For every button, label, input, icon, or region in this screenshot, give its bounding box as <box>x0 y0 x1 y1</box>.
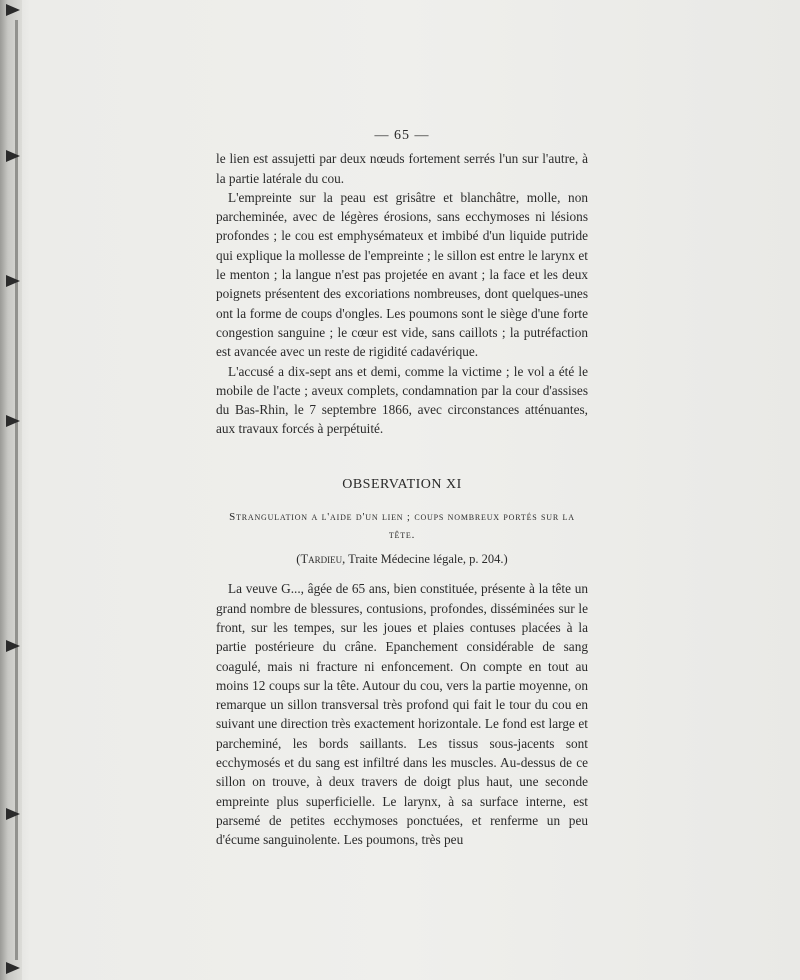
paragraph: L'accusé a dix-sept ans et demi, comme la victime ; le vol a été le mobile de l'acte ; aveux complets, condamnation par la cour d'assises du Bas-Rhin, le 7 septembre 1866, avec circonstances atténuantes, aux travaux forcés à perpétuité. <box>216 363 588 437</box>
paragraph: La veuve G..., âgée de 65 ans, bien constituée, présente à la tête un grand nombre de blessures, contusions, profondes, disséminées sur le front, sur les tempes, sur les joues et plaies contuses placées à la partie postérieure du crâne. Epanchement considérable de sang coagulé, mais ni fracture ni enfoncement. On compte en tout au moins 12 coups sur la tête. Autour du cou, vers la partie moyenne, on remarque un sillon transversal très profond qui fait le tour du cou en suivant une direction très exactement horizontale. Le fond est large et parcheminé, les bords saillants. Les tissus sous-jacents sont ecchymosés et du sang est infiltré dans les muscles. Au-dessus de ce sillon on trouve, à deux travers de doigt plus haut, une seconde empreinte plus superficielle. Le larynx, à sa surface interne, est parsemé de petites ecchymoses ponctuées, et renferme un peu d'écume sanguinolente. Les poumons, très peu <box>216 581 588 848</box>
reference-open: ( <box>296 552 301 567</box>
observation-title: OBSERVATION XI <box>342 476 462 492</box>
reference-line <box>216 550 588 569</box>
reference-rest: , Traite Médecine légale, p. 204.) <box>342 552 508 567</box>
text-block <box>216 126 588 850</box>
page-number: — 65 — <box>374 128 430 143</box>
paragraph: le lien est assujetti par deux nœuds fortement serrés l'un sur l'autre, à la partie latérale du cou. <box>216 151 588 186</box>
reference-author: Tardieu <box>300 552 343 567</box>
binding-mark <box>6 415 20 427</box>
binding-mark <box>6 640 20 652</box>
binding-edge <box>0 0 22 980</box>
observation-subtitle: Strangulation a l'aide d'un lien ; coups nombreux portés sur la tête. <box>229 511 575 542</box>
binding-mark <box>6 150 20 162</box>
binding-mark <box>6 275 20 287</box>
paragraph: L'empreinte sur la peau est grisâtre et blanchâtre, molle, non parcheminée, avec de légères érosions, sans ecchymoses ni lésions profondes ; le cou est emphysémateux et imbibé d'un liquide putride qui explique la mollesse de l'empreinte ; le sillon est entre le larynx et le menton ; la langue n'est pas projetée en avant ; la face et les deux poignets présentent des excoriations nombreuses, dont quelques-unes ont la forme de coups d'ongles. Les poumons sont le siège d'une forte congestion sanguine ; le cœur est vide, sans caillots ; la putréfaction est avancée avec un reste de rigidité cadavérique. <box>216 189 588 360</box>
binding-mark <box>6 808 20 820</box>
binding-mark <box>6 4 20 16</box>
binding-mark <box>6 962 20 974</box>
